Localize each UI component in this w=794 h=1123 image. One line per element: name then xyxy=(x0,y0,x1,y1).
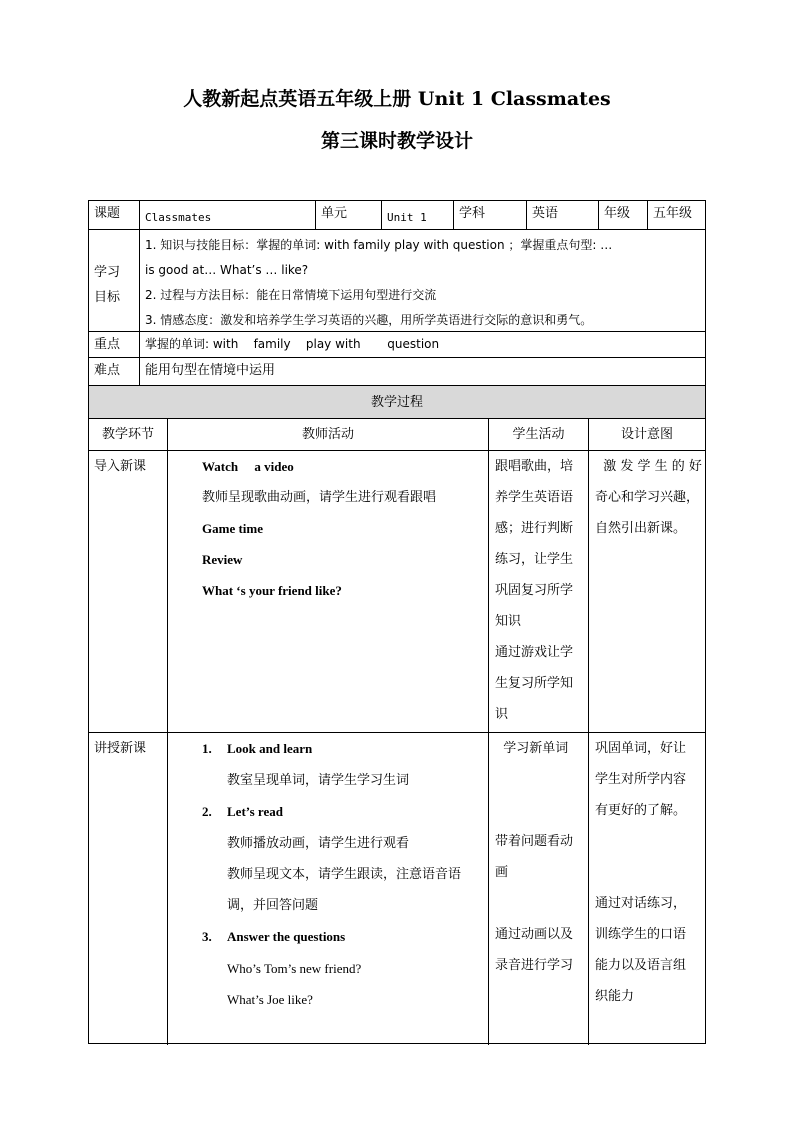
section2-stage: 讲授新课 xyxy=(89,733,168,1045)
section2-student-line: 录音进行学习 xyxy=(495,958,574,973)
section2-teacher xyxy=(168,733,489,1045)
grade-value: 五年级 xyxy=(648,201,705,230)
objective-line-3: 2. 过程与方法目标：能在日常情境下运用句型进行交流 xyxy=(145,288,437,302)
difficulty-value: 能用句型在情境中运用 xyxy=(140,358,705,386)
section2-teacher-line: What’s Joe like? xyxy=(227,992,313,1007)
section2-teacher-line: 教室呈现单词，请学生学习生词 xyxy=(227,773,410,788)
section1-teacher-line: Review xyxy=(202,552,243,567)
section2-intent-line: 训练学生的口语 xyxy=(595,927,687,942)
section2-teacher-line: 调，并回答问题 xyxy=(227,898,319,913)
section1-student-line: 养学生英语语 xyxy=(495,490,574,505)
section1-student-line: 通过游戏让学 xyxy=(495,645,574,660)
section2-student-line: 通过动画以及 xyxy=(495,927,574,942)
subject-label: 学科 xyxy=(454,201,527,230)
grade-label: 年级 xyxy=(599,201,648,230)
section1-student xyxy=(489,451,589,733)
section1-student-line: 练习，让学生 xyxy=(495,552,574,567)
objective-line-4: 3. 情感态度：激发和培养学生学习英语的兴趣，用所学英语进行交际的意识和勇气。 xyxy=(145,313,593,327)
topic-label: 课题 xyxy=(89,201,140,230)
section2-student-line: 带着问题看动 xyxy=(495,834,574,849)
section2-student-line: 学习新单词 xyxy=(495,741,569,756)
section2-intent-line: 有更好的了解。 xyxy=(595,803,687,818)
section2-intent xyxy=(589,733,705,1045)
section1-student-line: 识 xyxy=(495,707,509,722)
section2-intent-line: 通过对话练习， xyxy=(595,896,687,911)
topic-value: Classmates xyxy=(140,201,316,230)
objectives-label-line1: 学习 xyxy=(94,265,121,280)
section2-student-line: 画 xyxy=(495,865,509,880)
key-points-label: 重点 xyxy=(89,332,140,358)
section1-student-line: 巩固复习所学 xyxy=(495,583,574,598)
step-number: 1. xyxy=(202,741,212,756)
section2-student-line xyxy=(495,795,583,826)
step-number: 3. xyxy=(202,929,212,944)
objectives-label xyxy=(89,230,140,332)
section1-student-line: 感；进行判断 xyxy=(495,521,574,536)
section2-intent-line: 巩固单词，好让 xyxy=(595,741,687,756)
section1-student-line: 知识 xyxy=(495,614,522,629)
section2-student xyxy=(489,733,589,1045)
unit-value: Unit 1 xyxy=(382,201,454,230)
section1-intent-line: 激 发 学 生 的 好 xyxy=(595,459,702,474)
section1-teacher-line: What ‘s your friend like? xyxy=(202,583,342,598)
objective-line-2: is good at… What’s … like? xyxy=(145,263,309,277)
section1-teacher-line: Game time xyxy=(202,521,264,536)
section2-teacher-line: 教师播放动画，请学生进行观看 xyxy=(227,836,410,851)
document-title: 人教新起点英语五年级上册 Unit 1 Classmates xyxy=(183,88,611,110)
unit-label: 单元 xyxy=(316,201,382,230)
process-header: 教学过程 xyxy=(89,386,705,419)
section1-intent xyxy=(589,451,705,733)
section2-student-line xyxy=(495,764,583,795)
difficulty-label: 难点 xyxy=(89,358,140,386)
section2-intent-line: 学生对所学内容 xyxy=(595,772,687,787)
step-heading: Answer the questions xyxy=(227,929,346,944)
section1-intent-line: 奇心和学习兴趣， xyxy=(595,490,700,505)
step-heading: Let’s read xyxy=(227,804,283,819)
column-teacher: 教师活动 xyxy=(168,419,489,451)
column-student: 学生活动 xyxy=(489,419,589,451)
objectives-content xyxy=(140,230,705,332)
lesson-plan-table xyxy=(88,200,706,1044)
section1-teacher-line: 教师呈现歌曲动画，请学生进行观看跟唱 xyxy=(202,490,437,505)
section2-student-line xyxy=(495,888,583,919)
subject-value: 英语 xyxy=(527,201,599,230)
section1-student-line: 跟唱歌曲，培 xyxy=(495,459,574,474)
column-intent: 设计意图 xyxy=(589,419,705,451)
objective-line-1: 1. 知识与技能目标：掌握的单词: with family play with question ；掌握重点句型: … xyxy=(145,238,613,252)
section1-intent-line: 自然引出新课。 xyxy=(595,521,687,536)
section2-teacher-line: 教师呈现文本，请学生跟读，注意语音语 xyxy=(227,867,462,882)
objectives-label-line2: 目标 xyxy=(94,290,121,305)
section2-intent-line: 能力以及语言组 xyxy=(595,958,687,973)
section1-teacher-line: Watch a video xyxy=(202,459,294,474)
step-number: 2. xyxy=(202,804,212,819)
column-stage: 教学环节 xyxy=(89,419,168,451)
section1-stage: 导入新课 xyxy=(89,451,168,733)
section2-intent-line xyxy=(595,857,700,888)
section2-teacher-line: Who’s Tom’s new friend? xyxy=(227,961,362,976)
section1-teacher xyxy=(168,451,489,733)
section1-student-line: 生复习所学知 xyxy=(495,676,574,691)
section2-intent-line xyxy=(595,826,700,857)
section2-intent-line: 织能力 xyxy=(595,989,635,1004)
document-subtitle: 第三课时教学设计 xyxy=(320,130,473,152)
step-heading: Look and learn xyxy=(227,741,313,756)
key-points-value: 掌握的单词: with family play with question xyxy=(140,332,705,358)
